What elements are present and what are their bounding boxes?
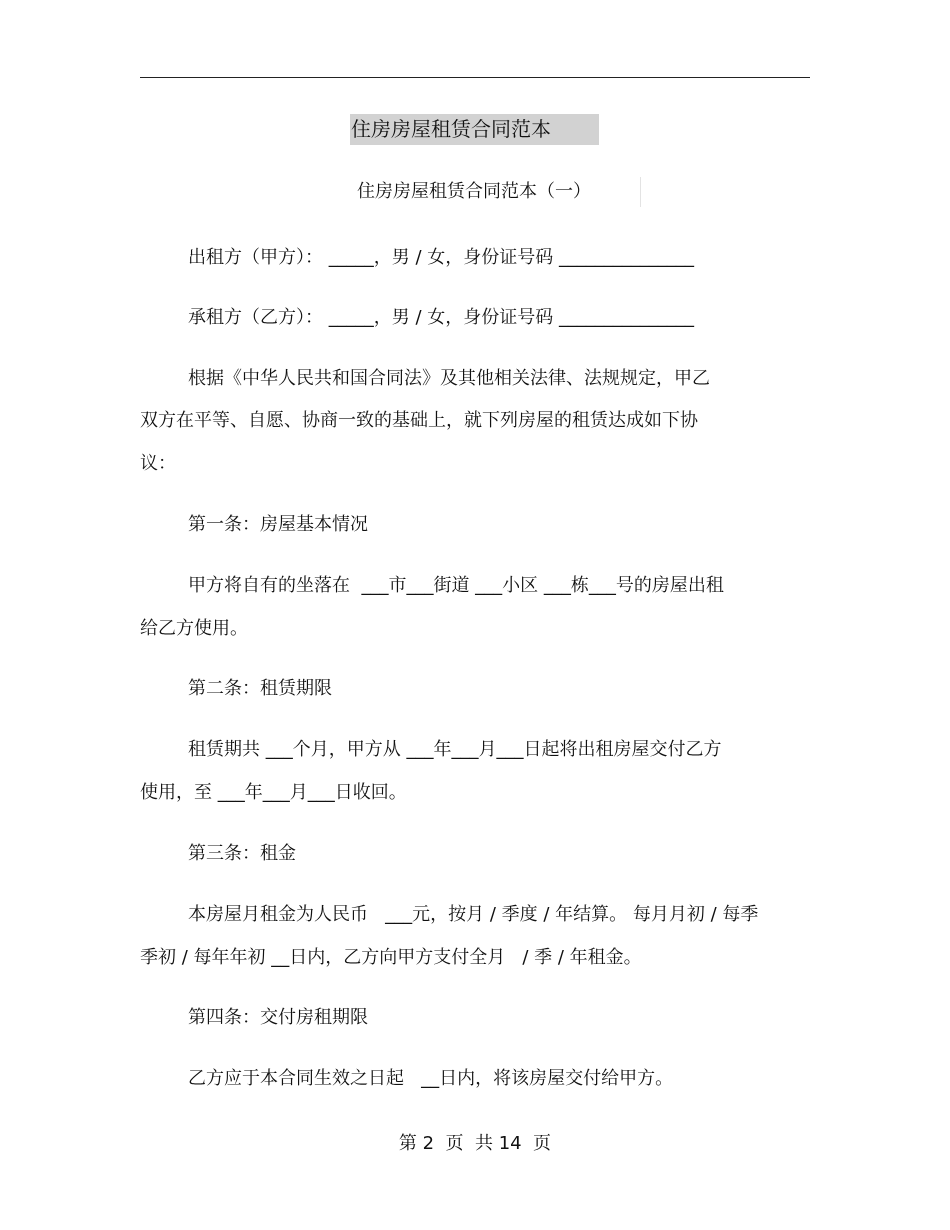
article-3-heading: 第三条：租金	[188, 843, 296, 864]
article-2-line-2: 使用，至 ___年___月___日收回。	[140, 782, 407, 803]
article-4-heading: 第四条：交付房租期限	[188, 1007, 368, 1028]
preamble-line-1: 根据《中华人民共和国合同法》及其他相关法律、法规规定，甲乙	[188, 368, 710, 389]
article-1-heading: 第一条：房屋基本情况	[188, 514, 368, 535]
document-subtitle: 住房房屋租赁合同范本（一）	[357, 177, 641, 207]
document-title: 住房房屋租赁合同范本	[350, 114, 599, 145]
preamble-line-3: 议：	[140, 453, 176, 474]
article-2-heading: 第二条：租赁期限	[188, 678, 332, 699]
article-3-line-1: 本房屋月租金为人民币 ___元，按月 / 季度 / 年结算。 每月月初 / 每季	[188, 904, 759, 925]
article-4-line-1: 乙方应于本合同生效之日起 __日内，将该房屋交付给甲方。	[188, 1068, 674, 1089]
article-2-line-1: 租赁期共 ___个月，甲方从 ___年___月___日起将出租房屋交付乙方	[188, 739, 722, 760]
lessor-line: 出租方（甲方）： _____，男 / 女，身份证号码 _______________	[188, 247, 694, 268]
article-1-line-2: 给乙方使用。	[140, 618, 248, 639]
article-3-line-2: 季初 / 每年年初 __日内，乙方向甲方支付全月 / 季 / 年租金。	[140, 947, 642, 968]
page-number: 第 2 页 共 14 页	[398, 1133, 552, 1154]
article-1-line-1: 甲方将自有的坐落在 ___市___街道 ___小区 ___栋___号的房屋出租	[188, 575, 724, 596]
lessee-line: 承租方（乙方）： _____，男 / 女，身份证号码 _______________	[188, 307, 694, 328]
preamble-line-2: 双方在平等、自愿、协商一致的基础上，就下列房屋的租赁达成如下协	[140, 410, 698, 431]
header-rule	[140, 77, 810, 78]
